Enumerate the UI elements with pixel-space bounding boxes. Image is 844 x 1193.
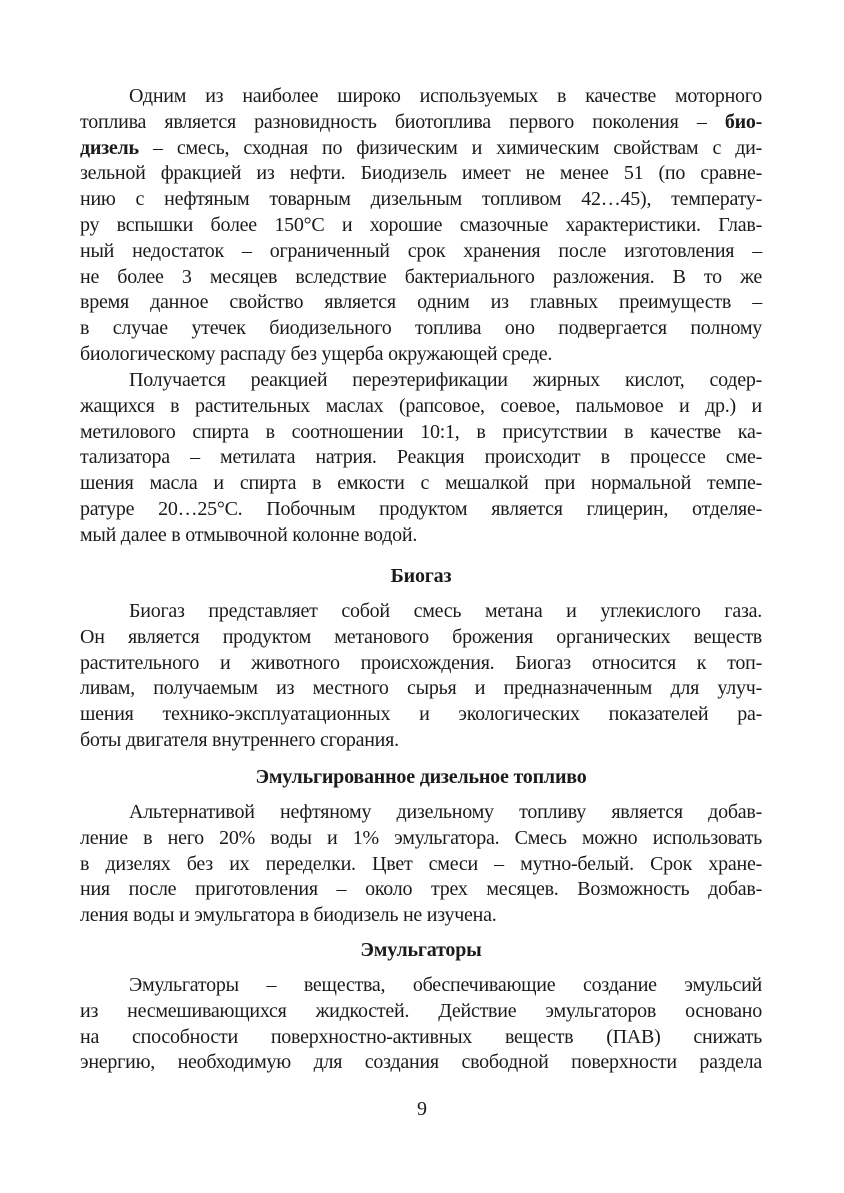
text-run: ный недостаток – ограниченный срок хранения после изготовления – xyxy=(80,239,762,262)
text-line xyxy=(80,1025,762,1051)
page-number: 9 xyxy=(417,1098,427,1120)
text-line xyxy=(80,161,762,187)
text-run: биологическому распаду без ущерба окружающей среде. xyxy=(80,342,553,365)
text-run: – смесь, сходная по физическим и химическим свойствам с ди- xyxy=(138,136,762,159)
text-line xyxy=(80,239,762,265)
text-line xyxy=(80,852,762,878)
text-run: Альтернативой нефтяному дизельному топливу является добав- xyxy=(129,801,762,823)
text-run: из несмешивающихся жидкостей. Действие эмульгаторов основано xyxy=(80,999,762,1022)
text-line xyxy=(80,973,762,999)
paragraph xyxy=(80,84,762,368)
text-line xyxy=(80,1050,762,1076)
text-run: Получается реакцией переэтерификации жирных кислот, содер- xyxy=(129,369,762,391)
text-line xyxy=(80,903,762,929)
text-line xyxy=(80,187,762,213)
text-line xyxy=(80,676,762,702)
text-line xyxy=(80,826,762,852)
bold-term: дизель xyxy=(80,136,139,159)
section-heading: Эмульгированное дизельное топливо xyxy=(255,766,587,788)
text-line xyxy=(80,368,762,394)
text-line xyxy=(80,445,762,471)
text-run: метилового спирта в соотношении 10:1, в присутствии в качестве ка- xyxy=(80,420,762,443)
text-run: не более 3 месяцев вследствие бактериального разложения. В то же xyxy=(80,265,762,288)
text-run: энергию, необходимую для создания свободной поверхности раздела xyxy=(80,1051,762,1074)
text-line xyxy=(80,290,762,316)
text-line xyxy=(80,999,762,1025)
text-line xyxy=(80,651,762,677)
text-line xyxy=(80,420,762,446)
text-run: нию с нефтяным товарным дизельным топливом 42…45), температу- xyxy=(80,188,762,211)
text-run: на способности поверхностно-активных веществ (ПАВ) снижать xyxy=(80,1025,762,1048)
text-run: зельной фракцией из нефти. Биодизель имеет не менее 51 (по сравне- xyxy=(80,162,762,185)
text-line xyxy=(80,342,762,368)
text-run: ру вспышки более 150°С и хорошие смазочные характеристики. Глав- xyxy=(80,213,762,236)
paragraph xyxy=(80,973,762,1076)
text-run: шения масла и спирта в емкости с мешалкой при нормальной темпе- xyxy=(80,472,762,495)
text-line xyxy=(80,316,762,342)
paragraph xyxy=(80,800,762,929)
paragraph xyxy=(80,368,762,549)
text-line xyxy=(80,394,762,420)
text-run: топлива является разновидность биотоплива первого поколения – xyxy=(80,110,725,133)
text-line xyxy=(80,800,762,826)
text-run: ратуре 20…25°С. Побочным продуктом является глицерин, отделяе- xyxy=(80,497,762,520)
text-run: ления воды и эмульгатора в биодизель не изучена. xyxy=(80,904,497,927)
text-run: боты двигателя внутреннего сгорания. xyxy=(80,728,399,751)
text-line xyxy=(80,110,762,136)
section-heading: Эмульгаторы xyxy=(360,939,482,961)
bold-term: био- xyxy=(724,110,762,133)
text-run: Биогаз представляет собой смесь метана и углекислого газа. xyxy=(129,600,762,622)
text-line xyxy=(80,265,762,291)
text-run: Эмульгаторы – вещества, обеспечивающие создание эмульсий xyxy=(129,974,762,996)
text-run: тализатора – метилата натрия. Реакция происходит в процессе сме- xyxy=(80,446,762,469)
text-run: время данное свойство является одним из главных преимуществ – xyxy=(80,291,762,314)
text-line xyxy=(80,625,762,651)
text-line xyxy=(80,136,762,162)
section-heading: Биогаз xyxy=(390,565,452,587)
text-line xyxy=(80,877,762,903)
text-run: ливам, получаемым из местного сырья и предназначенным для улуч- xyxy=(80,677,762,700)
text-run: жащихся в растительных маслах (рапсовое, соевое, пальмовое и др.) и xyxy=(80,394,762,417)
text-run: мый далее в отмывочной колонне водой. xyxy=(80,523,418,546)
text-line xyxy=(80,84,762,110)
text-run: ния после приготовления – около трех месяцев. Возможность добав- xyxy=(80,878,762,901)
text-line xyxy=(80,599,762,625)
text-run: в дизелях без их переделки. Цвет смеси – мутно-белый. Срок хране- xyxy=(80,852,762,875)
text-line xyxy=(80,471,762,497)
text-run: в случае утечек биодизельного топлива оно подвергается полному xyxy=(80,317,762,340)
text-run: ление в него 20% воды и 1% эмульгатора. Смесь можно использовать xyxy=(80,826,762,849)
text-line xyxy=(80,497,762,523)
text-run: Одним из наиболее широко используемых в качестве моторного xyxy=(129,85,762,107)
text-line xyxy=(80,213,762,239)
text-line xyxy=(80,702,762,728)
text-run: растительного и животного происхождения. Биогаз относится к топ- xyxy=(80,651,762,674)
paragraph xyxy=(80,599,762,754)
text-line xyxy=(80,728,762,754)
text-line xyxy=(80,523,762,549)
text-run: Он является продуктом метанового брожения органических веществ xyxy=(80,625,762,648)
text-run: шения технико-эксплуатационных и экологических показателей ра- xyxy=(80,703,762,726)
